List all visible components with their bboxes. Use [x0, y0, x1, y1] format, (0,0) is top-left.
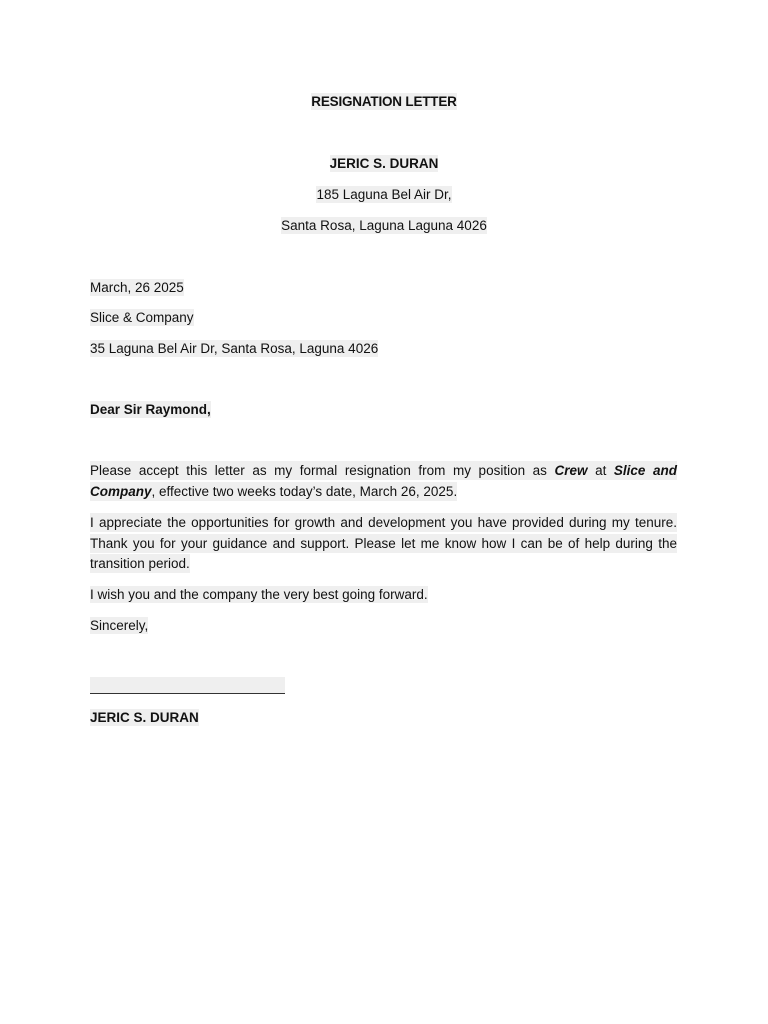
paragraph3-text: I wish you and the company the very best going forward.	[90, 587, 428, 602]
sender-address-line1	[0, 186, 768, 204]
paragraph-resignation	[90, 461, 677, 502]
salutation	[90, 401, 211, 419]
paragraph1-part3: , effective two weeks today’s date, March 26, 2025.	[151, 483, 458, 499]
sender-address-line2-text: Santa Rosa, Laguna Laguna 4026	[281, 218, 487, 233]
sender-address-line2	[0, 217, 768, 235]
signature-name	[90, 709, 199, 727]
paragraph-wishes	[90, 586, 428, 604]
salutation-text: Dear Sir Raymond,	[90, 402, 211, 417]
letter-title	[0, 93, 768, 111]
signature-name-text: JERIC S. DURAN	[90, 710, 199, 725]
recipient-company	[90, 309, 194, 327]
recipient-address	[90, 340, 378, 358]
sender-name	[0, 155, 768, 173]
recipient-company-text: Slice & Company	[90, 310, 194, 325]
recipient-address-text: 35 Laguna Bel Air Dr, Santa Rosa, Laguna 4026	[90, 341, 379, 356]
closing	[90, 617, 148, 635]
letter-title-text: RESIGNATION LETTER	[311, 94, 457, 109]
position-name: Crew	[554, 463, 588, 478]
company-name: Slice and Company	[90, 463, 677, 499]
signature-line	[90, 677, 285, 694]
paragraph-appreciation	[90, 513, 677, 575]
letter-date-text: March, 26 2025	[90, 280, 184, 295]
paragraph2-text: I appreciate the opportunities for growth and development you have provided during my tenure. Thank you for your guidance and support. Please let me know how I can be of help during the transition period.	[90, 515, 677, 571]
sender-name-text: JERIC S. DURAN	[329, 156, 439, 171]
closing-text: Sincerely,	[90, 618, 149, 633]
paragraph1-part1: Please accept this letter as my formal resignation from my position as	[90, 463, 555, 478]
sender-address-line1-text: 185 Laguna Bel Air Dr,	[316, 187, 452, 202]
paragraph1-part2: at	[587, 463, 614, 478]
letter-date	[90, 279, 184, 297]
